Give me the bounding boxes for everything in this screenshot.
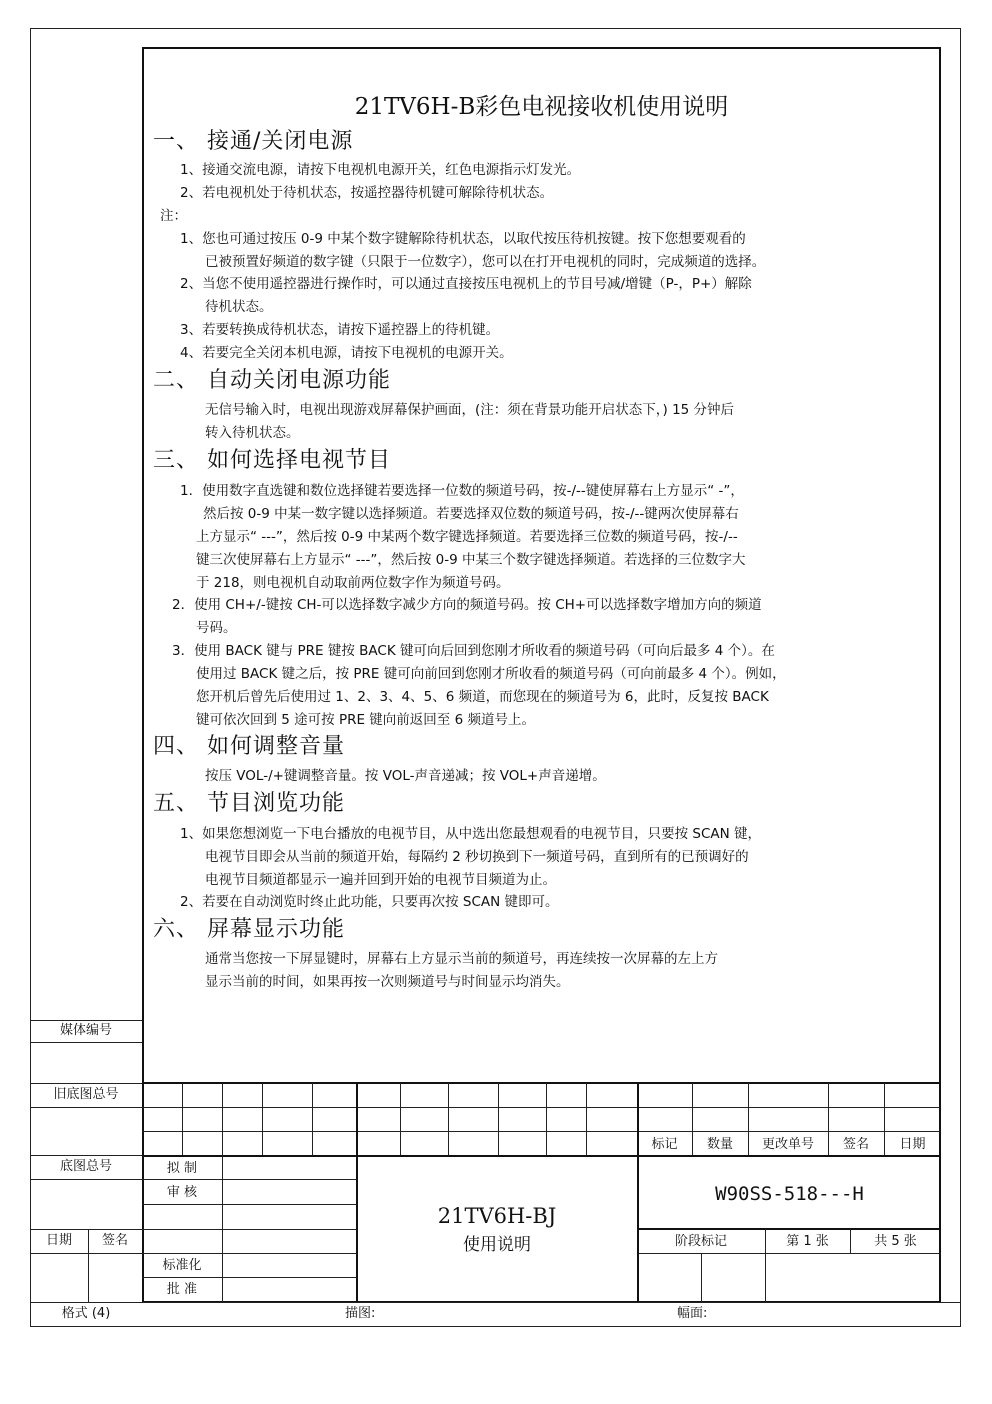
total-sheets: 共 5 张	[874, 1234, 917, 1249]
s3-p3-c: 您开机后曾先后使用过 1、2、3、4、5、6 频道，而您现在的频道号为 6，此时，反复按 BACK	[196, 689, 769, 705]
side-line	[30, 1229, 142, 1230]
grid-line	[142, 1204, 356, 1205]
s1-note-2b: 待机状态。	[205, 299, 273, 315]
document-title: 21TV6H-B彩色电视接收机使用说明	[354, 94, 729, 120]
section-5-heading: 五、 节目浏览功能	[153, 791, 345, 816]
side-line	[30, 1020, 142, 1021]
side-line	[30, 1179, 142, 1180]
format-label: 格式 (4)	[61, 1306, 111, 1321]
s3-p3-d: 键可依次回到 5 途可按 PRE 键向前返回至 6 频道号上。	[196, 712, 535, 728]
s6-line-1: 通常当您按一下屏显键时，屏幕右上方显示当前的频道号，再连续按一次屏幕的左上方	[205, 951, 718, 967]
s2-line-2: 转入待机状态。	[205, 425, 300, 441]
grid-line	[142, 1277, 356, 1278]
standard-label: 标准化	[162, 1258, 202, 1273]
grid-line	[400, 1083, 401, 1155]
media-number-label: 媒体编号	[59, 1023, 112, 1038]
s5-p1-c: 电视节目频道都显示一遍并回到开始的电视节目频道为止。	[205, 872, 556, 888]
grid-line	[142, 1253, 356, 1254]
col-signature: 签名	[842, 1137, 869, 1152]
s2-line-1: 无信号输入时，电视出现游戏屏幕保护画面，(注：须在背景功能开启状态下，) 15 分钟后	[205, 402, 735, 418]
document-name: 使用说明	[463, 1235, 531, 1255]
col-qty: 数量	[706, 1137, 733, 1152]
grid-line	[586, 1083, 587, 1155]
grid-line	[312, 1083, 313, 1155]
s3-p1-b: 然后按 0-9 中某一数字键以选择频道。若要选择双位数的频道号码，按-/--键两次使屏幕右	[203, 506, 739, 522]
s3-p2-a: 2．使用 CH+/-键按 CH-可以选择数字减少方向的频道号码。按 CH+可以选择数字增加方向的频道	[172, 597, 762, 613]
side-line	[30, 1155, 142, 1156]
draft-label: 拟 制	[166, 1161, 198, 1176]
side-line	[30, 1042, 142, 1043]
section-1-heading: 一、 接通/关闭电源	[153, 129, 354, 154]
s3-p3-b: 使用过 BACK 键之后，按 PRE 键可向前回到您刚才所收看的频道号码（可向前最多 4 个）。例如，	[196, 666, 786, 682]
old-base-number-label: 旧底图总号	[53, 1087, 119, 1102]
s1-note-4: 4、若要完全关闭本机电源，请按下电视机的电源开关。	[180, 345, 513, 361]
s6-line-2: 显示当前的时间，如果再按一次则频道号与时间显示均消失。	[205, 974, 570, 990]
model-number: 21TV6H-BJ	[437, 1204, 557, 1228]
grid-line	[637, 1228, 941, 1230]
drawing-code: W90SS-518---H	[715, 1183, 864, 1205]
grid-line	[701, 1253, 702, 1302]
s3-p3-a: 3．使用 BACK 键与 PRE 键按 BACK 键可向后回到您刚才所收看的频道号码（可向后最多 4 个）。在	[172, 643, 775, 659]
size-label: 幅面:	[677, 1306, 708, 1321]
s3-p1-a: 1．使用数字直选键和数位选择键若要选择一位数的频道号码，按-/--键使屏幕右上方显示“ -”，	[180, 483, 744, 499]
grid-line	[448, 1083, 449, 1155]
grid-line	[142, 1155, 941, 1157]
grid-line	[637, 1253, 941, 1254]
s1-note-2a: 2、当您不使用遥控器进行操作时，可以通过直接按压电视机上的节目号减/增键（P-，P+）解除	[180, 276, 752, 292]
grid-line	[356, 1083, 358, 1302]
s3-p1-d: 键三次使屏幕右上方显示“ ---”，然后按 0-9 中某三个数字键选择频道。若选择的三位数字大	[196, 552, 746, 568]
s1-note-label: 注：	[160, 208, 187, 224]
s3-p1-e: 于 218，则电视机自动取前两位数字作为频道号码。	[196, 575, 510, 591]
section-2-heading: 二、 自动关闭电源功能	[153, 368, 391, 393]
grid-line	[546, 1083, 547, 1155]
approve-label: 批 准	[166, 1282, 198, 1297]
col-change-no: 更改单号	[761, 1137, 814, 1152]
section-4-heading: 四、 如何调整音量	[153, 734, 345, 759]
s4-line-1: 按压 VOL-/+键调整音量。按 VOL-声音递减；按 VOL+声音递增。	[205, 768, 606, 784]
col-date: 日期	[899, 1137, 926, 1152]
sheet-number: 第 1 张	[786, 1234, 829, 1249]
s1-line-2: 2、若电视机处于待机状态，按遥控器待机键可解除待机状态。	[180, 185, 554, 201]
grid-line	[222, 1083, 223, 1302]
base-number-label: 底图总号	[59, 1159, 112, 1174]
side-line	[30, 1253, 142, 1254]
section-3-heading: 三、 如何选择电视节目	[153, 448, 391, 473]
section-6-heading: 六、 屏幕显示功能	[153, 917, 345, 942]
s1-note-1b: 已被预置好频道的数字键（只限于一位数字），您可以在打开电视机的同时，完成频道的选择。	[205, 254, 766, 270]
grid-line	[142, 1179, 356, 1180]
s3-p2-b: 号码。	[196, 620, 237, 636]
footer-line	[30, 1302, 961, 1303]
grid-line	[142, 1229, 356, 1230]
s3-p1-c: 上方显示“ ---”，然后按 0-9 中某两个数字键选择频道。若要选择三位数的频道号码，按-/--	[196, 529, 738, 545]
side-date-label: 日期	[45, 1233, 72, 1248]
stage-mark-label: 阶段标记	[674, 1234, 727, 1249]
drawn-label: 描图:	[345, 1306, 376, 1321]
review-label: 审 核	[166, 1185, 198, 1200]
side-sign-label: 签名	[101, 1233, 128, 1248]
grid-line	[498, 1083, 499, 1155]
col-mark: 标记	[651, 1137, 678, 1152]
s1-note-1a: 1、您也可通过按压 0-9 中某个数字键解除待机状态，以取代按压待机按键。按下您想要观看的	[180, 231, 746, 247]
side-line	[30, 1107, 142, 1108]
s1-line-1: 1、接通交流电源，请按下电视机电源开关，红色电源指示灯发光。	[180, 162, 581, 178]
side-line	[30, 1083, 142, 1084]
s1-note-3: 3、若要转换成待机状态，请按下遥控器上的待机键。	[180, 322, 500, 338]
s5-p1-a: 1、如果您想浏览一下电台播放的电视节目，从中选出您最想观看的电视节目，只要按 SCAN 键，	[180, 826, 761, 842]
grid-line	[182, 1083, 183, 1155]
s5-p1-b: 电视节目即会从当前的频道开始，每隔约 2 秒切换到下一频道号码，直到所有的已预调好的	[205, 849, 749, 865]
s5-p2: 2、若要在自动浏览时终止此功能，只要再次按 SCAN 键即可。	[180, 894, 559, 910]
grid-line	[262, 1083, 263, 1155]
